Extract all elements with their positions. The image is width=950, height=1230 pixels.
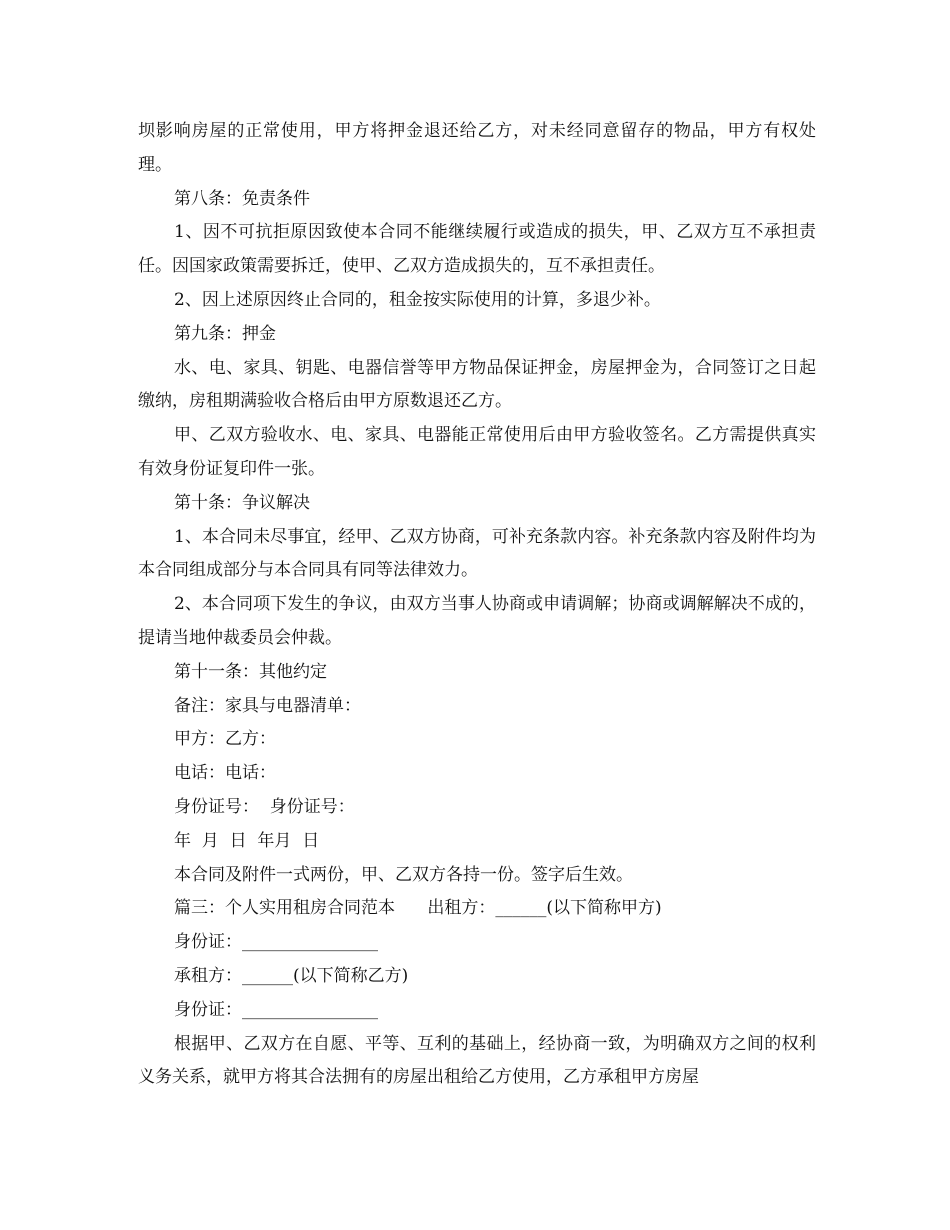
section-heading-article-11: 第十一条：其他约定: [174, 661, 327, 682]
effectiveness-line: 本合同及附件一式两份，甲、乙双方各持一份。签字后生效。: [174, 864, 633, 885]
signature-date-line: 年 月 日 年月 日: [174, 830, 320, 851]
signature-id-line: 身份证号： 身份证号：: [174, 796, 355, 817]
clause-paragraph: 甲、乙双方验收水、电、家具、电器能正常使用后由甲方验收签名。乙方需提供真实有效身份证复印件一张。: [138, 425, 816, 479]
section-heading-article-10: 第十条：争议解决: [174, 492, 310, 513]
clause-paragraph: 2、本合同项下发生的争议，由双方当事人协商或申请调解；协商或调解解决不成的，提请当地仲裁委员会仲裁。: [138, 594, 816, 648]
paragraph-continuation: 坝影响房屋的正常使用，甲方将押金退还给乙方，对未经同意留存的物品，甲方有权处理。: [138, 121, 816, 175]
section-heading-article-8: 第八条：免责条件: [174, 188, 310, 209]
document-body: [138, 115, 816, 1095]
clause-paragraph: 1、本合同未尽事宜，经甲、乙双方协商，可补充条款内容。补充条款内容及附件均为本合同组成部分与本合同具有同等法律效力。: [138, 526, 816, 581]
clause-paragraph: 水、电、家具、钥匙、电器信誉等甲方物品保证押金，房屋押金为，合同签订之日起缴纳，房租期满验收合格后由甲方原数退还乙方。: [138, 357, 816, 412]
signature-phone-line: 电话：电话：: [174, 763, 276, 784]
lessee-id-line: 身份证：________________: [174, 999, 378, 1020]
remark-line: 备注：家具与电器清单：: [174, 695, 361, 716]
preamble-paragraph: 根据甲、乙双方在自愿、平等、互利的基础上，经协商一致，为明确双方之间的权利义务关系，就甲方将其合法拥有的房屋出租给乙方使用，乙方承租甲方房屋: [138, 1033, 816, 1088]
clause-paragraph: 2、因上述原因终止合同的，租金按实际使用的计算，多退少补。: [174, 289, 661, 310]
clause-paragraph: 1、因不可抗拒原因致使本合同不能继续履行或造成的损失，甲、乙双方互不承担责任。因国家政策需要拆迁，使甲、乙双方造成损失的，互不承担责任。: [138, 222, 816, 277]
section-heading-article-9: 第九条：押金: [174, 323, 276, 344]
lessee-line: 承租方：______(以下简称乙方): [174, 965, 409, 986]
signature-parties-line: 甲方：乙方：: [174, 729, 276, 750]
lessor-id-line: 身份证：________________: [174, 932, 378, 953]
section-title-part-3: 篇三：个人实用租房合同范本 出租方：______(以下简称甲方): [174, 898, 662, 919]
